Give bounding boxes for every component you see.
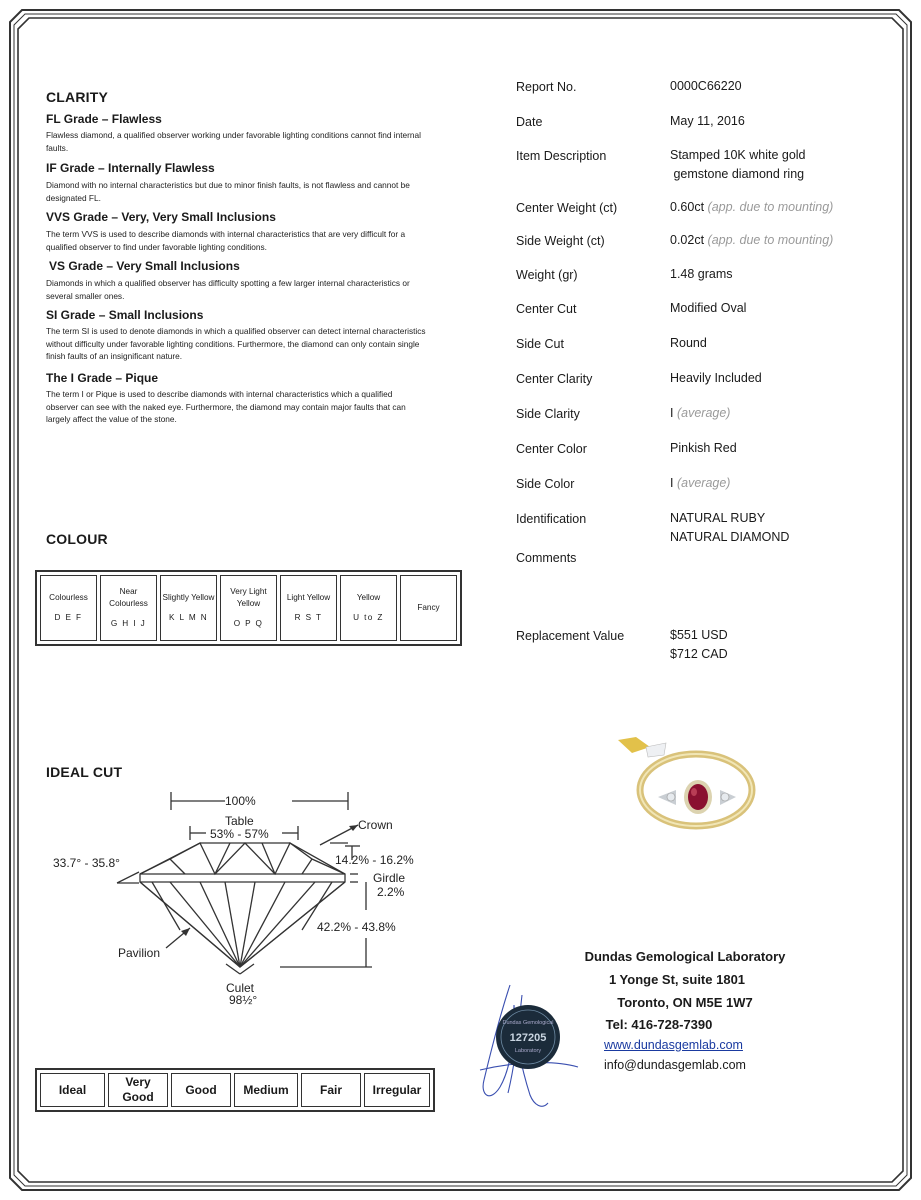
cut-pavilion-label: Pavilion: [118, 946, 161, 960]
cut-grade-ideal: Ideal: [40, 1073, 105, 1107]
cut-grade-table: [35, 1068, 435, 1112]
report-label-center-color: Center Color: [516, 442, 587, 456]
side-diamond-right: [721, 793, 729, 801]
lab-contact: [604, 1035, 746, 1075]
lab-website-link[interactable]: www.dundasgemlab.com: [604, 1038, 743, 1052]
cut-culet-angle: 98½°: [229, 993, 258, 1007]
report-value-center-weight: 0.60ct (app. due to mounting): [670, 200, 834, 214]
grade-heading-if: IF Grade – Internally Flawless: [46, 161, 215, 175]
report-label-center-clarity: Center Clarity: [516, 372, 593, 386]
grade-text-if: Diamond with no internal characteristics but due to minor finish faults, is not flawless and cannot be designated FL.: [46, 180, 410, 203]
report-value-side-weight: 0.02ct (app. due to mounting): [670, 233, 834, 247]
ideal-cut-title: IDEAL CUT: [46, 764, 123, 780]
report-value-center-clarity: Heavily Included: [670, 371, 762, 385]
report-value-report-no: 0000C66220: [670, 79, 742, 93]
seal-text-bottom: Laboratory: [514, 1048, 542, 1054]
colour-cell-colourless: Colourless D E F: [40, 575, 97, 641]
cut-grade-very-good: Very Good: [108, 1073, 168, 1107]
cut-culet-label: Culet: [226, 981, 255, 995]
grade-heading-si: SI Grade – Small Inclusions: [46, 308, 204, 322]
lab-email: info@dundasgemlab.com: [604, 1058, 746, 1072]
report-value-identification: NATURAL RUBY NATURAL DIAMOND: [670, 511, 790, 544]
ring-photo: [608, 735, 758, 835]
cut-crown-height: 14.2% - 16.2%: [335, 853, 414, 867]
grade-text-fl: Flawless diamond, a qualified observer working under favorable lighting conditions cannot find internal faults.: [46, 130, 421, 153]
grade-text-vs: Diamonds in which a qualified observer has difficulty spotting a few larger internal characteristics or several smaller ones.: [46, 278, 410, 301]
price-tag-icon: [618, 737, 650, 753]
report-label-replacement-value: Replacement Value: [516, 629, 625, 643]
lab-phone: Tel: 416-728-7390: [605, 1017, 713, 1032]
report-label-date: Date: [516, 115, 543, 129]
cut-grade-irregular: Irregular: [364, 1073, 430, 1107]
report-value-side-color: I (average): [670, 476, 731, 490]
report-value-center-color: Pinkish Red: [670, 441, 737, 455]
report-label-side-color: Side Color: [516, 477, 575, 491]
report-value-date: May 11, 2016: [670, 114, 745, 128]
report-label-side-clarity: Side Clarity: [516, 407, 580, 421]
cut-table-label: Table: [225, 814, 254, 828]
ruby-stone: [688, 784, 708, 810]
cut-crown-angle: 33.7° - 35.8°: [53, 856, 120, 870]
grade-text-si: The term SI is used to denote diamonds in which a qualified observer can detect internal characteristics without difficulty under favorable lighting conditions. Furthermore, the diamond can only contain single finish faults of an insignificant nature.: [46, 326, 426, 361]
report-label-identification: Identification: [516, 512, 587, 526]
report-label-item-description: Item Description: [516, 149, 607, 163]
report-value-replacement-value: $551 USD $712 CAD: [670, 628, 728, 661]
report-label-center-cut: Center Cut: [516, 302, 577, 316]
report-label-report-no: Report No.: [516, 80, 577, 94]
report-label-center-weight: Center Weight (ct): [516, 201, 618, 215]
grade-heading-i: The I Grade – Pique: [46, 371, 159, 385]
grade-heading-vvs: VVS Grade – Very, Very Small Inclusions: [46, 210, 276, 224]
report-value-item-description: Stamped 10K white gold gemstone diamond ring: [670, 148, 806, 181]
colour-cell-slightly-yellow: Slightly Yellow K L M N: [160, 575, 217, 641]
ideal-cut-diagram: [40, 780, 440, 1020]
grade-text-i: The term I or Pique is used to describe diamonds with internal characteristics which a qualified observer can see with the naked eye. Furthermore, the diamond may contain major faults that can largely affect the value of the stone.: [46, 389, 406, 424]
colour-cell-yellow: Yellow U to Z: [340, 575, 397, 641]
colour-title: COLOUR: [46, 531, 108, 547]
colour-cell-fancy: Fancy: [400, 575, 457, 641]
grade-text-vvs: The term VVS is used to describe diamonds with internal characteristics that are very difficult for a qualified observer to find under favorable lighting conditions.: [46, 229, 406, 252]
report-label-side-weight: Side Weight (ct): [516, 234, 605, 248]
cut-girdle-label: Girdle: [373, 871, 406, 885]
lab-address-line1: 1 Yonge St, suite 1801: [608, 972, 746, 987]
report-value-center-cut: Modified Oval: [670, 301, 747, 315]
grade-heading-fl: FL Grade – Flawless: [46, 112, 162, 126]
cut-width-label: 100%: [225, 794, 256, 808]
report-value-side-cut: Round: [670, 336, 707, 350]
cut-grade-medium: Medium: [234, 1073, 298, 1107]
report-label-weight: Weight (gr): [516, 268, 578, 282]
clarity-title: CLARITY: [46, 89, 109, 105]
report-label-side-cut: Side Cut: [516, 337, 564, 351]
signature-and-seal: [470, 975, 590, 1120]
lab-name: Dundas Gemological Laboratory: [584, 949, 786, 964]
seal-text-top: Dundas Gemological: [502, 1020, 554, 1026]
cut-grade-good: Good: [171, 1073, 231, 1107]
cut-crown-label: Crown: [358, 818, 393, 832]
cut-table-pct: 53% - 57%: [210, 827, 269, 841]
cut-girdle-pct: 2.2%: [377, 885, 405, 899]
report-label-comments: Comments: [516, 551, 577, 565]
side-diamond-left: [667, 793, 675, 801]
cut-pavilion-depth: 42.2% - 43.8%: [317, 920, 396, 934]
colour-scale-table: [35, 570, 462, 646]
colour-cell-light-yellow: Light Yellow R S T: [280, 575, 337, 641]
cut-grade-fair: Fair: [301, 1073, 361, 1107]
lab-address-line2: Toronto, ON M5E 1W7: [617, 995, 753, 1010]
colour-cell-very-light-yellow: Very Light Yellow O P Q: [220, 575, 277, 641]
report-value-weight: 1.48 grams: [670, 267, 733, 281]
report-value-side-clarity: I (average): [670, 406, 731, 420]
colour-cell-near-colourless: Near Colourless G H I J: [100, 575, 157, 641]
grade-heading-vs: VS Grade – Very Small Inclusions: [49, 259, 240, 273]
seal-number: 127205: [509, 1032, 547, 1044]
